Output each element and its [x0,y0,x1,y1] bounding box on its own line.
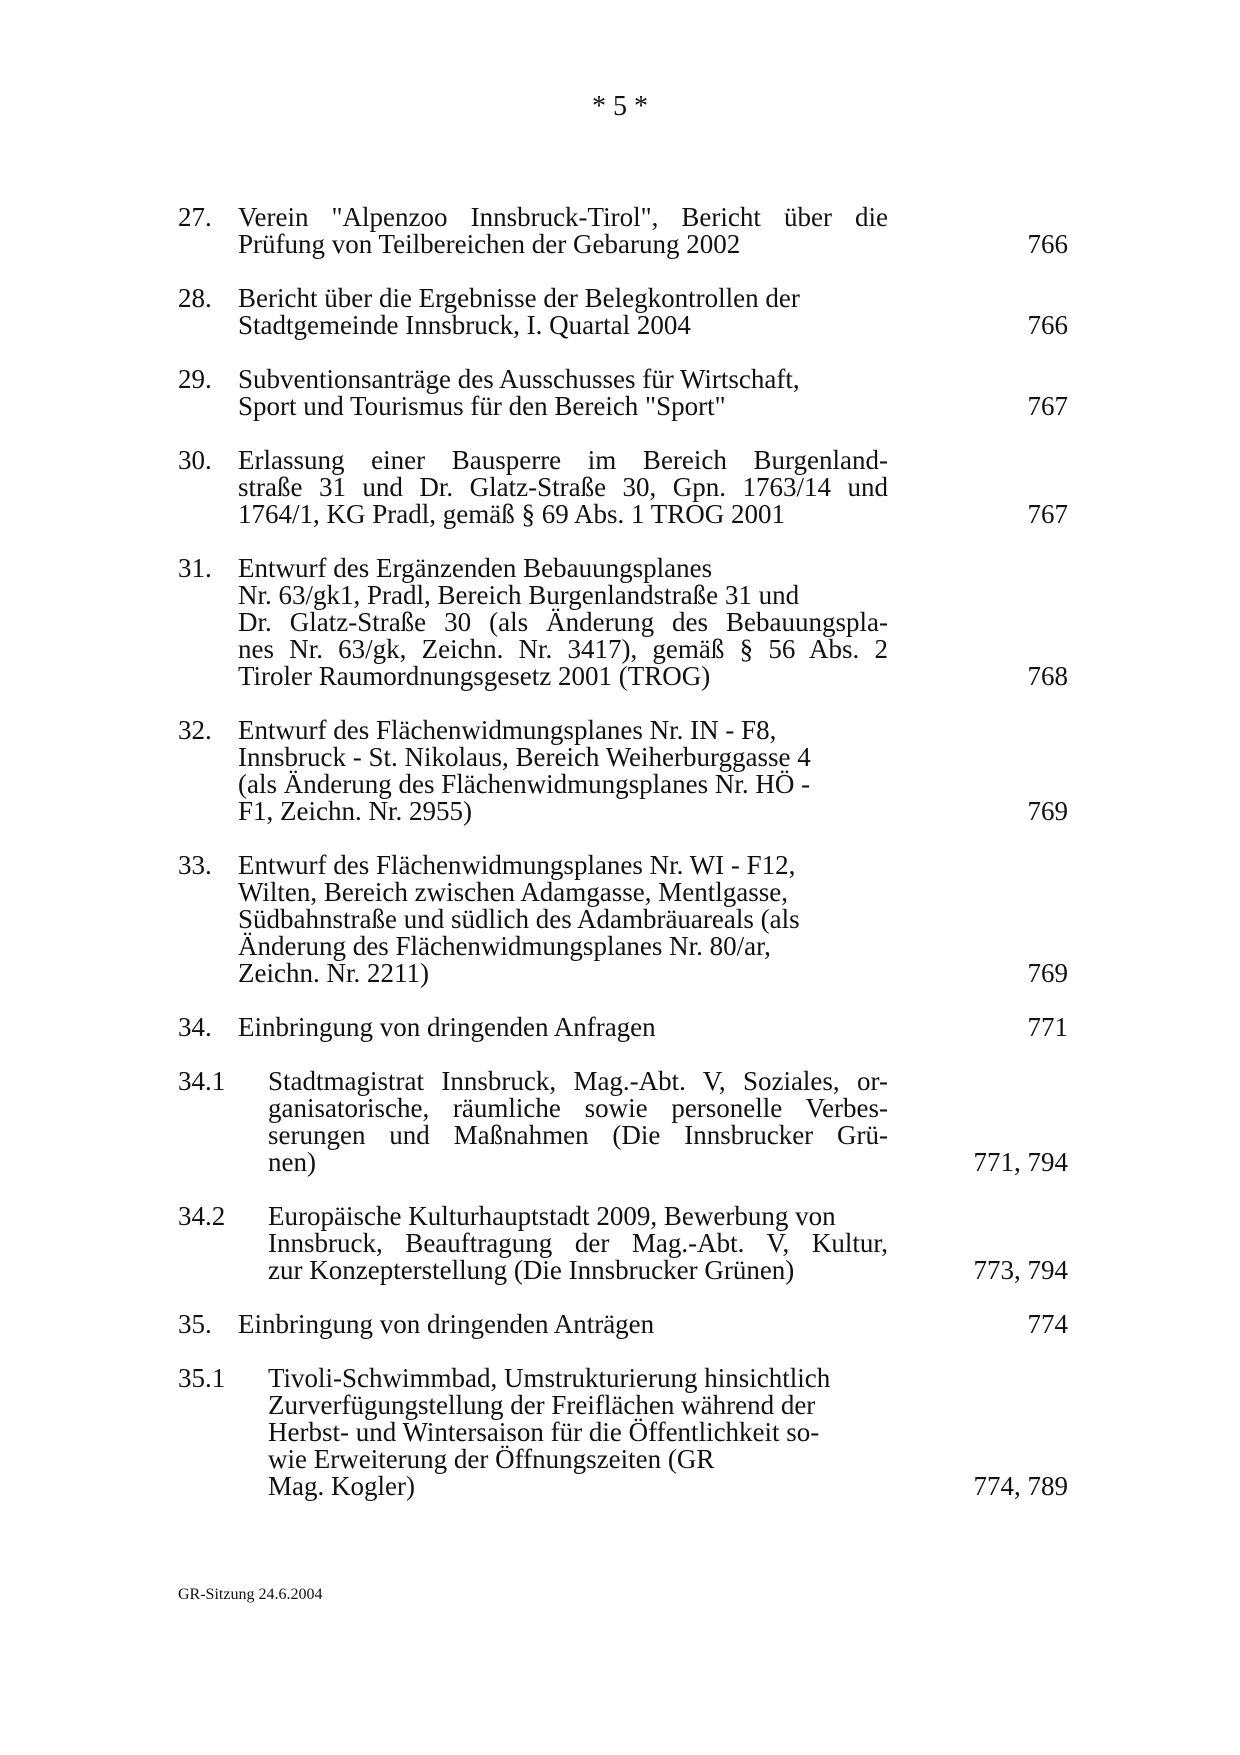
entry-number: 28. [178,283,212,313]
entry-title-line: Dr. Glatz-Straße 30 (als Änderung des Bebauungspla- [238,607,888,637]
toc-entry [178,1014,1068,1041]
entry-title-line: Tiroler Raumordnungsgesetz 2001 (TROG) [238,661,711,691]
entry-number: 31. [178,553,212,583]
entry-page-ref: 767 [1027,391,1068,421]
toc-entry [178,204,1068,258]
toc-entry [178,852,1068,987]
toc-entry [178,555,1068,690]
entry-title-line: Herbst- und Wintersaison für die Öffentlichkeit so- [268,1417,820,1447]
entry-title-line: Entwurf des Ergänzenden Bebauungsplanes [238,553,713,583]
entry-title-line: Entwurf des Flächenwidmungsplanes Nr. WI - F12, [238,850,796,880]
entry-page-ref: 768 [1027,661,1068,691]
entry-title-line: wie Erweiterung der Öffnungszeiten (GR [268,1444,715,1474]
entry-title-line: straße 31 und Dr. Glatz-Straße 30, Gpn. 1763/14 und [238,472,888,502]
toc-entry [178,447,1068,528]
entry-number: 34.1 [178,1066,226,1096]
entry-title [238,366,888,420]
toc-entry [178,366,1068,420]
entry-title-line: zur Konzepterstellung (Die Innsbrucker Grünen) [268,1255,795,1285]
entry-number: 32. [178,715,212,745]
entry-number: 29. [178,364,212,394]
entry-title-line: Zeichn. Nr. 2211) [238,958,429,988]
page-number: * 5 * [592,91,648,122]
entry-title-line: Stadtmagistrat Innsbruck, Mag.-Abt. V, Soziales, or- [268,1066,888,1096]
entry-title-line: Subventionsanträge des Ausschusses für Wirtschaft, [238,364,800,394]
entry-title-line: Wilten, Bereich zwischen Adamgasse, Mentlgasse, [238,877,789,907]
entry-title [238,717,888,825]
entry-page-ref: 766 [1027,310,1068,340]
entry-title-line: Innsbruck - St. Nikolaus, Bereich Weiherburggasse 4 [238,742,811,772]
entry-title [268,1365,888,1500]
entry-title-line: Europäische Kulturhauptstadt 2009, Bewerbung von [268,1201,836,1231]
footer-session-date: GR-Sitzung 24.6.2004 [178,1586,323,1603]
entry-title [268,1203,888,1284]
entry-title [238,1311,888,1338]
entry-page-ref: 771 [1027,1012,1068,1042]
entry-title [238,1014,888,1041]
entry-title-line: Bericht über die Ergebnisse der Belegkontrollen der [238,283,800,313]
toc-subentry [178,1203,1068,1284]
toc-entry [178,285,1068,339]
entry-title-line: Entwurf des Flächenwidmungsplanes Nr. IN - F8, [238,715,777,745]
entry-page-ref: 766 [1027,229,1068,259]
entry-number: 27. [178,202,212,232]
entry-page-ref: 767 [1027,499,1068,529]
entry-page-ref: 769 [1027,796,1068,826]
entry-title [238,204,888,258]
entry-title-line: Stadtgemeinde Innsbruck, I. Quartal 2004 [238,310,691,340]
toc-entry [178,717,1068,825]
entry-number: 30. [178,445,212,475]
entry-title-line: Sport und Tourismus für den Bereich "Sport" [238,391,726,421]
entry-page-ref: 773, 794 [973,1255,1068,1285]
entry-number: 35.1 [178,1363,226,1393]
entry-title-line: nen) [268,1147,316,1177]
entry-page-ref: 774, 789 [973,1471,1068,1501]
toc-subentry [178,1365,1068,1500]
entry-title-line: Prüfung von Teilbereichen der Gebarung 2002 [238,229,741,259]
entry-page-ref: 771, 794 [973,1147,1068,1177]
entry-title-line: Nr. 63/gk1, Pradl, Bereich Burgenlandstraße 31 und [238,580,800,610]
entry-title-line: F1, Zeichn. Nr. 2955) [238,796,472,826]
entry-title-line: nes Nr. 63/gk, Zeichn. Nr. 3417), gemäß § 56 Abs. 2 [238,634,888,664]
entry-title-line: 1764/1, KG Pradl, gemäß § 69 Abs. 1 TROG 2001 [238,499,785,529]
toc-subentry [178,1068,1068,1176]
entry-title-line: Mag. Kogler) [268,1471,415,1501]
entry-number: 34.2 [178,1201,226,1231]
entry-title-line: Einbringung von dringenden Anfragen [238,1012,656,1042]
entry-number: 34. [178,1012,212,1042]
entry-title [238,285,888,339]
entry-title-line: Südbahnstraße und südlich des Adambräuareals (als [238,904,800,934]
toc-entry [178,1311,1068,1338]
entry-title-line: serungen und Maßnahmen (Die Innsbrucker Grü- [268,1120,888,1150]
entry-title-line: Einbringung von dringenden Anträgen [238,1309,655,1339]
entry-title-line: Erlassung einer Bausperre im Bereich Burgenland- [238,445,888,475]
entry-page-ref: 769 [1027,958,1068,988]
entry-title-line: Änderung des Flächenwidmungsplanes Nr. 80/ar, [238,931,771,961]
entry-number: 35. [178,1309,212,1339]
entry-title-line: ganisatorische, räumliche sowie personelle Verbes- [268,1093,888,1123]
entry-title [238,555,888,690]
entry-number: 33. [178,850,212,880]
entry-page-ref: 774 [1027,1309,1068,1339]
entry-title [238,447,888,528]
entry-title-line: Zurverfügungstellung der Freiflächen während der [268,1390,816,1420]
entry-title-line: (als Änderung des Flächenwidmungsplanes Nr. HÖ - [238,769,811,799]
entry-title-line: Innsbruck, Beauftragung der Mag.-Abt. V, Kultur, [268,1228,888,1258]
entry-title [268,1068,888,1176]
entry-title-line: Tivoli-Schwimmbad, Umstrukturierung hinsichtlich [268,1363,831,1393]
entry-title [238,852,888,987]
table-of-contents [178,204,1068,1527]
entry-title-line: Verein "Alpenzoo Innsbruck-Tirol", Bericht über die [238,202,888,232]
